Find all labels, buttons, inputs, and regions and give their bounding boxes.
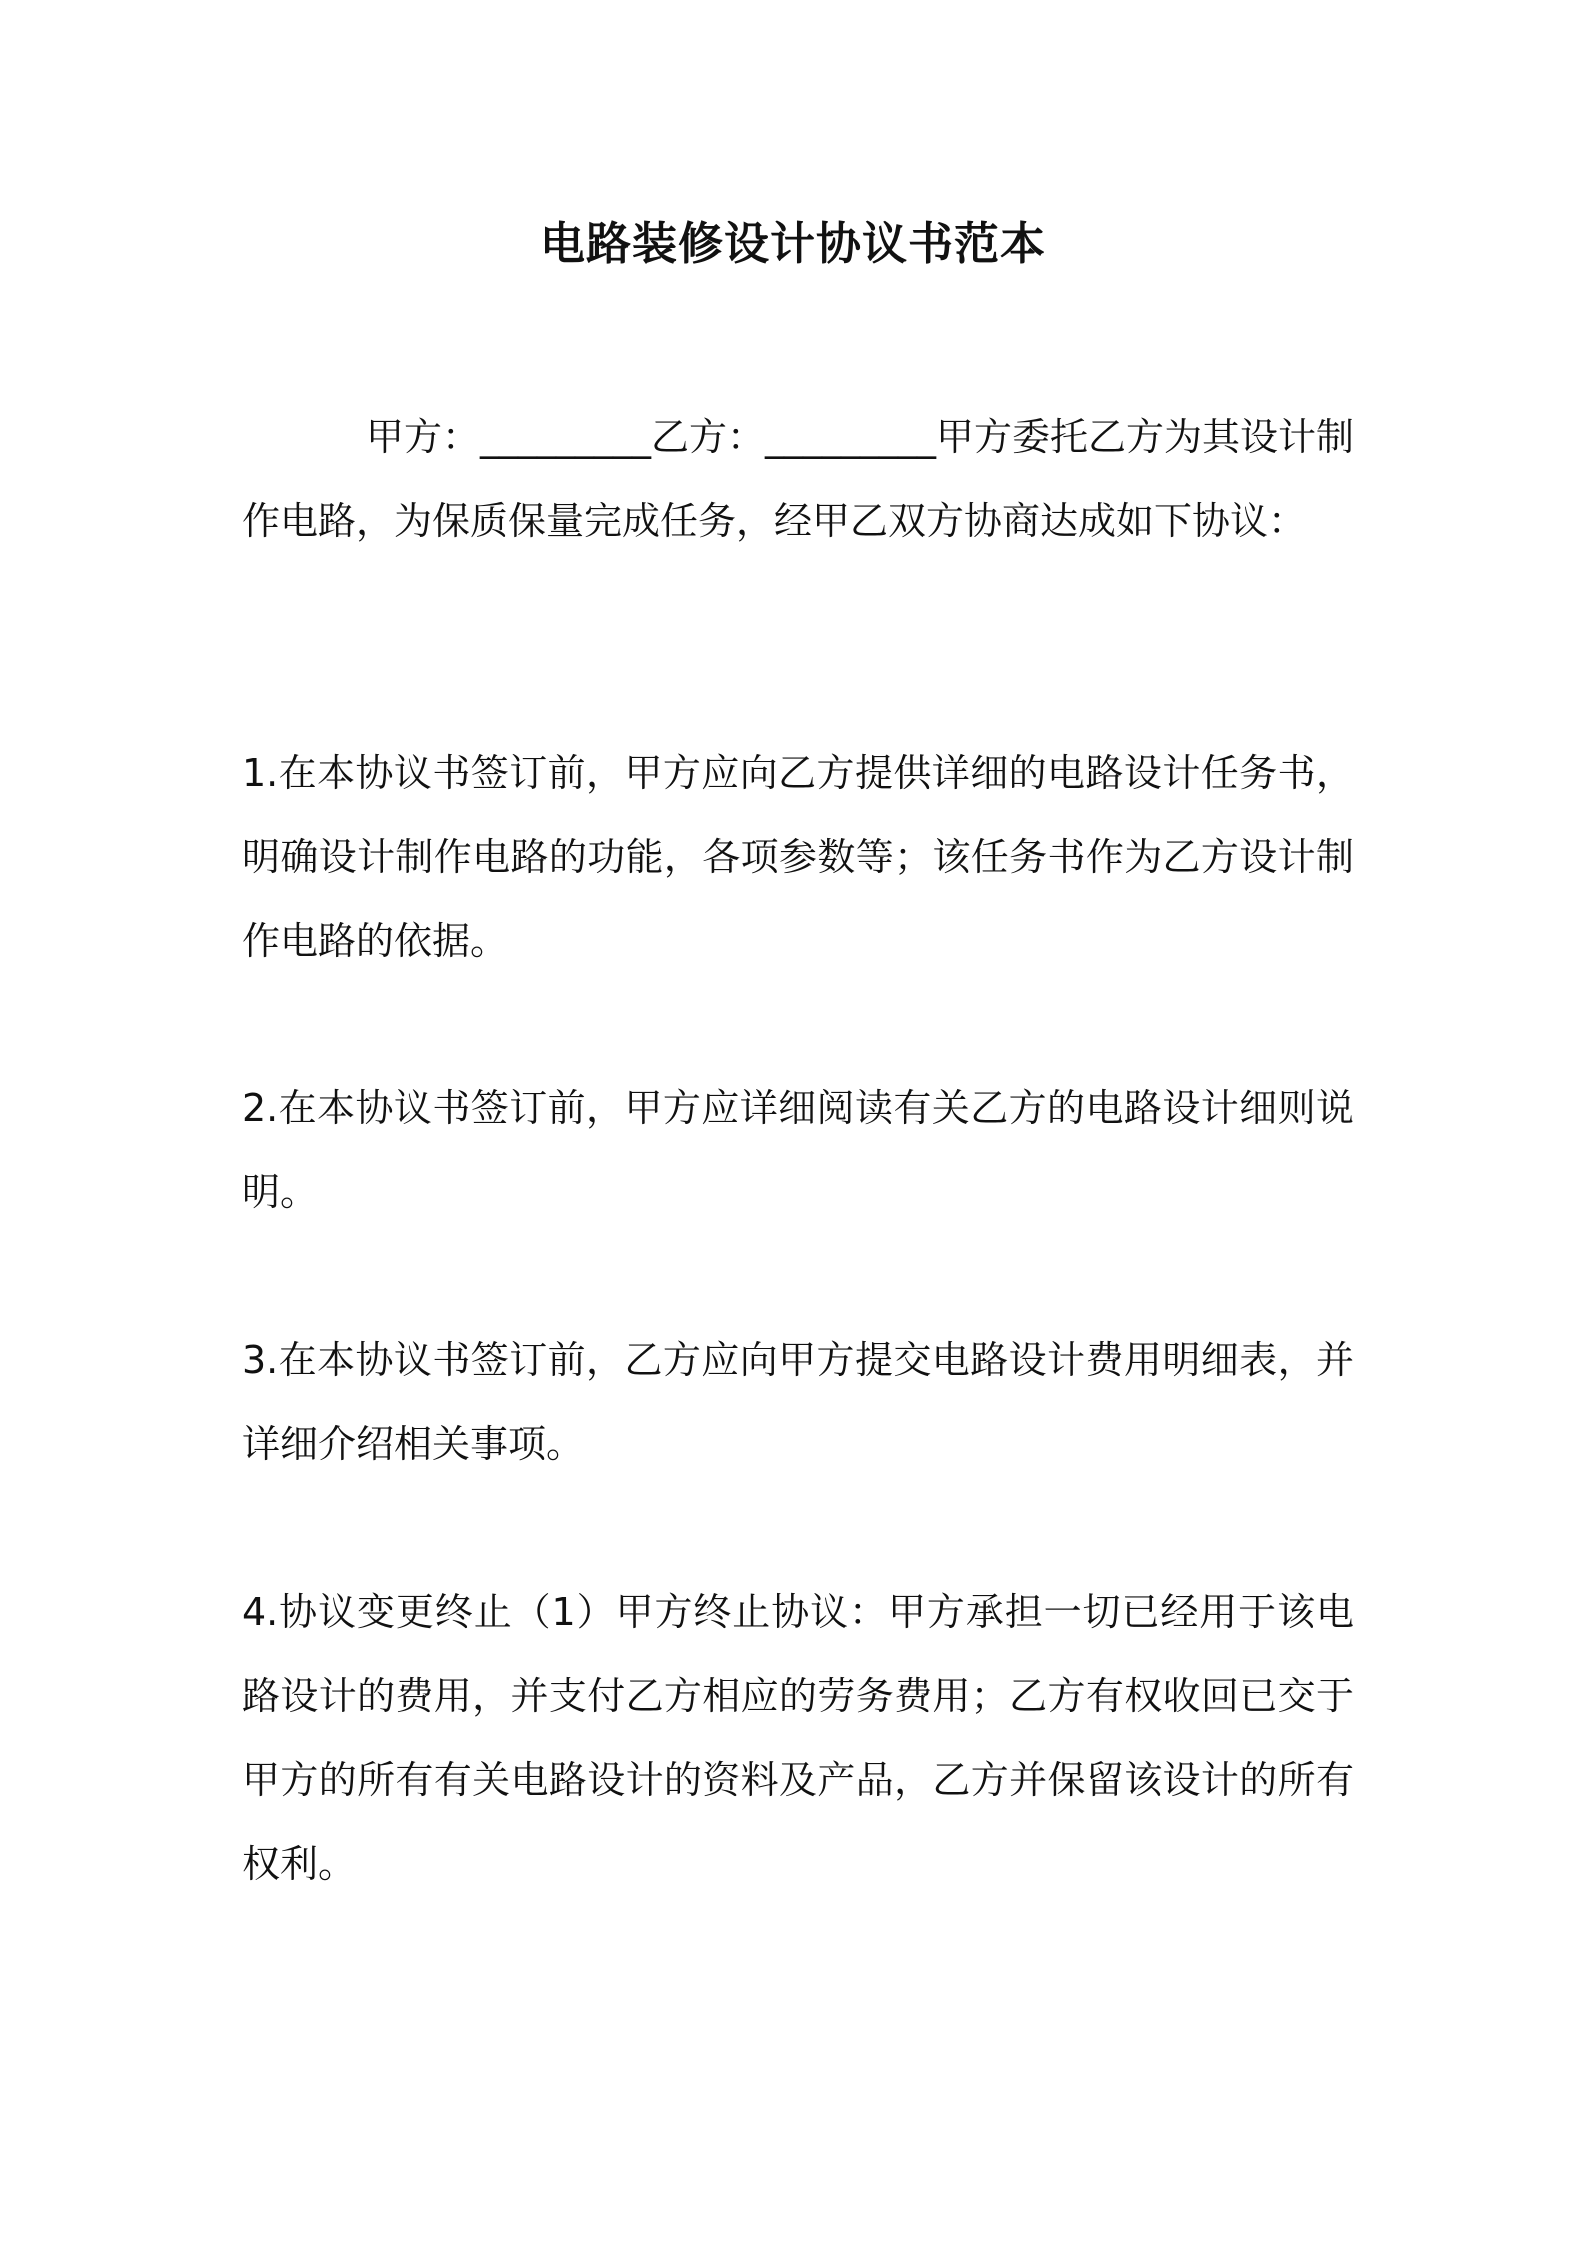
intro-paragraph: 甲方：_________乙方：_________甲方委托乙方为其设计制作电路，为保质保量完成任务，经甲乙双方协商达成如下协议： xyxy=(242,415,1355,543)
clause-1-paragraph: 1.在本协议书签订前，甲方应向乙方提供详细的电路设计任务书，明确设计制作电路的功能，各项参数等；该任务书作为乙方设计制作电路的依据。 xyxy=(242,751,1354,963)
clause-3-paragraph: 3.在本协议书签订前，乙方应向甲方提交电路设计费用明细表，并详细介绍相关事项。 xyxy=(242,1338,1354,1466)
clause-4-paragraph: 4.协议变更终止（1）甲方终止协议：甲方承担一切已经用于该电路设计的费用，并支付乙方相应的劳务费用；乙方有权收回已交于甲方的所有有关电路设计的资料及产品，乙方并保留该设计的所有权利。 xyxy=(242,1590,1354,1886)
document-title: 电路装修设计协议书范本 xyxy=(539,217,1046,270)
clause-2-paragraph: 2.在本协议书签订前，甲方应详细阅读有关乙方的电路设计细则说明。 xyxy=(242,1086,1354,1214)
